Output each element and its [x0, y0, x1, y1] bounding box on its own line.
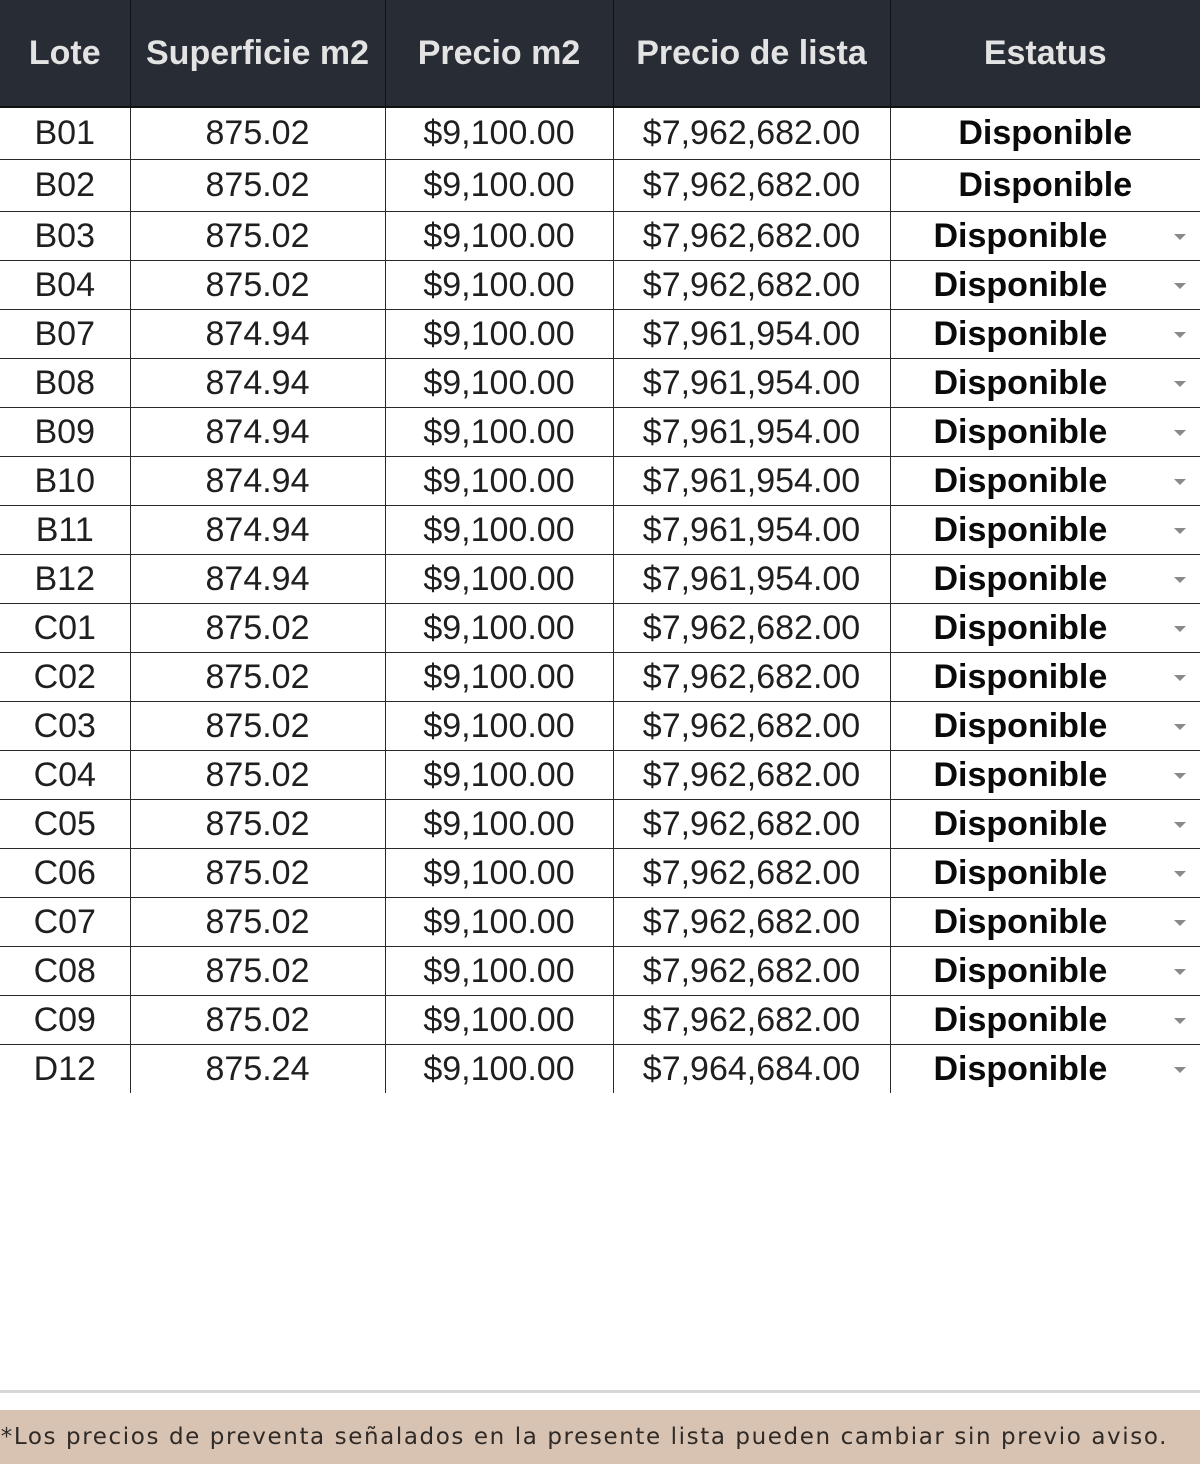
- table-row: [0, 996, 1200, 1045]
- header-precio-lista: Precio de lista: [613, 0, 890, 107]
- cell-lote: B01: [0, 107, 130, 160]
- table-row: [0, 898, 1200, 947]
- disclaimer-footer: *Los precios de preventa señalados en la presente lista pueden cambiar sin previo aviso.: [0, 1410, 1200, 1464]
- header-precio-m2: Precio m2: [385, 0, 613, 107]
- cell-lote: D12: [33, 1049, 96, 1088]
- table-row: [0, 408, 1200, 457]
- cell-lote: C06: [0, 849, 130, 898]
- cell-superficie: 875.02: [130, 800, 385, 849]
- header-lote: Lote: [0, 0, 130, 107]
- status-label: Disponible: [933, 216, 1108, 255]
- cell-estatus[interactable]: [890, 898, 1200, 947]
- cell-superficie: 874.94: [130, 457, 385, 506]
- cell-lote: B08: [0, 359, 130, 408]
- cell-precio-m2: $9,100.00: [385, 702, 613, 751]
- cell-precio-m2: $9,100.00: [385, 898, 613, 947]
- dropdown-caret-icon[interactable]: [1174, 234, 1186, 240]
- cell-lote: C01: [0, 604, 130, 653]
- status-label: Disponible: [933, 559, 1108, 598]
- cell-superficie: 875.02: [130, 996, 385, 1045]
- cell-precio-lista: $7,961,954.00: [613, 359, 890, 408]
- cell-precio-m2: $9,100.00: [385, 849, 613, 898]
- cell-precio-lista: $7,962,682.00: [613, 947, 890, 996]
- table-row: [0, 212, 1200, 261]
- cell-precio-lista: $7,962,682.00: [613, 898, 890, 947]
- dropdown-caret-icon[interactable]: [1174, 430, 1186, 436]
- cell-estatus[interactable]: [890, 408, 1200, 457]
- status-label: Disponible: [933, 314, 1108, 353]
- dropdown-caret-icon[interactable]: [1174, 871, 1186, 877]
- cell-precio-lista: $7,961,954.00: [613, 457, 890, 506]
- cell-precio-m2: $9,100.00: [385, 555, 613, 604]
- table-row: [0, 160, 1200, 212]
- cell-lote: C05: [0, 800, 130, 849]
- cell-precio-lista: $7,962,682.00: [613, 849, 890, 898]
- status-label: Disponible: [933, 804, 1108, 843]
- cell-estatus[interactable]: [890, 261, 1200, 310]
- dropdown-caret-icon[interactable]: [1174, 724, 1186, 730]
- cell-precio-lista: $7,962,682.00: [613, 604, 890, 653]
- table-row: [0, 1045, 1200, 1094]
- cell-estatus[interactable]: [890, 849, 1200, 898]
- cell-precio-m2: $9,100.00: [385, 457, 613, 506]
- cell-precio-lista: $7,962,682.00: [613, 653, 890, 702]
- cell-lote: C04: [0, 751, 130, 800]
- cell-estatus[interactable]: [890, 359, 1200, 408]
- status-label: Disponible: [933, 461, 1108, 500]
- table-row: [0, 751, 1200, 800]
- cell-lote: B02: [0, 160, 130, 212]
- cell-precio-lista: $7,962,682.00: [613, 751, 890, 800]
- cell-precio-lista: $7,961,954.00: [613, 310, 890, 359]
- dropdown-caret-icon[interactable]: [1174, 822, 1186, 828]
- page-divider: [0, 1390, 1200, 1393]
- cell-estatus[interactable]: [890, 1045, 1200, 1094]
- status-label: Disponible: [933, 608, 1108, 647]
- cell-lote: B03: [0, 212, 130, 261]
- table-row: [0, 261, 1200, 310]
- table-row: [0, 604, 1200, 653]
- cell-lote: B07: [0, 310, 130, 359]
- dropdown-caret-icon[interactable]: [1174, 675, 1186, 681]
- dropdown-caret-icon[interactable]: [1174, 283, 1186, 289]
- cell-lote: C08: [0, 947, 130, 996]
- cell-precio-m2: $9,100.00: [385, 160, 613, 212]
- cell-estatus[interactable]: [890, 947, 1200, 996]
- cell-estatus[interactable]: [890, 702, 1200, 751]
- cell-precio-lista: $7,961,954.00: [613, 506, 890, 555]
- table-row: [0, 849, 1200, 898]
- status-label: Disponible: [933, 265, 1108, 304]
- cell-precio-m2: $9,100.00: [385, 996, 613, 1045]
- status-label: Disponible: [933, 706, 1108, 745]
- cell-precio-m2: $9,100.00: [385, 310, 613, 359]
- cell-estatus[interactable]: [890, 604, 1200, 653]
- cell-precio-lista: $7,961,954.00: [613, 408, 890, 457]
- cell-precio-lista: $7,962,682.00: [613, 800, 890, 849]
- cell-lote: B10: [0, 457, 130, 506]
- cell-lote: B04: [0, 261, 130, 310]
- cell-precio-m2: $9,100.00: [385, 408, 613, 457]
- cell-superficie: 875.02: [130, 212, 385, 261]
- cell-precio-lista: $7,962,682.00: [613, 212, 890, 261]
- cell-precio-m2: $9,100.00: [385, 604, 613, 653]
- cell-superficie: 875.02: [130, 653, 385, 702]
- table-row: [0, 702, 1200, 751]
- dropdown-caret-icon[interactable]: [1174, 1067, 1186, 1073]
- table-row: [0, 107, 1200, 160]
- table-body: [0, 107, 1200, 1093]
- cell-superficie: 875.24: [130, 1045, 385, 1094]
- cell-precio-m2: $9,100.00: [385, 261, 613, 310]
- table-row: [0, 359, 1200, 408]
- cell-estatus[interactable]: [890, 800, 1200, 849]
- table-row: [0, 310, 1200, 359]
- dropdown-caret-icon[interactable]: [1174, 1018, 1186, 1024]
- status-label: Disponible: [933, 412, 1108, 451]
- status-label: Disponible: [933, 902, 1108, 941]
- cell-precio-m2: $9,100.00: [385, 359, 613, 408]
- cell-superficie: 874.94: [130, 408, 385, 457]
- cell-superficie: 874.94: [130, 506, 385, 555]
- cell-superficie: 875.02: [130, 261, 385, 310]
- cell-estatus[interactable]: [890, 457, 1200, 506]
- cell-precio-lista: $7,962,682.00: [613, 996, 890, 1045]
- cell-estatus: [890, 160, 1200, 212]
- cell-superficie: 875.02: [130, 702, 385, 751]
- dropdown-caret-icon[interactable]: [1174, 969, 1186, 975]
- cell-precio-lista: $7,962,682.00: [613, 261, 890, 310]
- table-row: [0, 800, 1200, 849]
- dropdown-caret-icon[interactable]: [1174, 381, 1186, 387]
- dropdown-caret-icon[interactable]: [1174, 577, 1186, 583]
- cell-precio-m2: $9,100.00: [385, 947, 613, 996]
- cell-estatus[interactable]: [890, 653, 1200, 702]
- dropdown-caret-icon[interactable]: [1174, 332, 1186, 338]
- cell-superficie: 875.02: [130, 107, 385, 160]
- cell-precio-lista: $7,964,684.00: [613, 1045, 890, 1094]
- cell-estatus[interactable]: [890, 310, 1200, 359]
- cell-precio-m2: $9,100.00: [385, 653, 613, 702]
- cell-estatus[interactable]: [890, 555, 1200, 604]
- cell-estatus[interactable]: [890, 212, 1200, 261]
- cell-precio-lista: $7,961,954.00: [613, 555, 890, 604]
- cell-estatus[interactable]: [890, 996, 1200, 1045]
- cell-precio-m2: $9,100.00: [385, 751, 613, 800]
- dropdown-caret-icon[interactable]: [1174, 626, 1186, 632]
- cell-lote: C02: [0, 653, 130, 702]
- cell-superficie: 874.94: [130, 555, 385, 604]
- cell-lote: C09: [0, 996, 130, 1045]
- dropdown-caret-icon[interactable]: [1174, 920, 1186, 926]
- cell-lote: B11: [0, 506, 130, 555]
- cell-precio-m2: $9,100.00: [385, 800, 613, 849]
- cell-superficie: 874.94: [130, 310, 385, 359]
- table-row: [0, 457, 1200, 506]
- status-label: Disponible: [933, 1049, 1108, 1088]
- status-label: Disponible: [958, 114, 1133, 152]
- cell-precio-m2: $9,100.00: [385, 212, 613, 261]
- header-estatus: Estatus: [890, 0, 1200, 107]
- table-row: [0, 653, 1200, 702]
- cell-precio-m2: $9,100.00: [385, 107, 613, 160]
- cell-superficie: 875.02: [130, 604, 385, 653]
- cell-superficie: 875.02: [130, 849, 385, 898]
- cell-precio-m2: $9,100.00: [385, 1045, 613, 1094]
- cell-estatus: [890, 107, 1200, 160]
- status-label: Disponible: [933, 1000, 1108, 1039]
- table-row: [0, 555, 1200, 604]
- table-row: [0, 506, 1200, 555]
- status-label: Disponible: [933, 363, 1108, 402]
- cell-superficie: 875.02: [130, 751, 385, 800]
- cell-superficie: 875.02: [130, 160, 385, 212]
- status-label: Disponible: [933, 853, 1108, 892]
- dropdown-caret-icon[interactable]: [1174, 528, 1186, 534]
- cell-precio-lista: $7,962,682.00: [613, 702, 890, 751]
- header-superficie: Superficie m2: [130, 0, 385, 107]
- dropdown-caret-icon[interactable]: [1174, 479, 1186, 485]
- status-label: Disponible: [933, 951, 1108, 990]
- table-header-row: [0, 0, 1200, 107]
- cell-precio-lista: $7,962,682.00: [613, 160, 890, 212]
- cell-estatus[interactable]: [890, 506, 1200, 555]
- status-label: Disponible: [958, 166, 1133, 204]
- cell-lote: B09: [0, 408, 130, 457]
- cell-superficie: 874.94: [130, 359, 385, 408]
- cell-lote: C07: [0, 898, 130, 947]
- cell-precio-m2: $9,100.00: [385, 506, 613, 555]
- table-row: [0, 947, 1200, 996]
- cell-lote: B12: [0, 555, 130, 604]
- cell-lote: C03: [0, 702, 130, 751]
- status-label: Disponible: [933, 510, 1108, 549]
- status-label: Disponible: [933, 755, 1108, 794]
- cell-superficie: 875.02: [130, 947, 385, 996]
- cell-estatus[interactable]: [890, 751, 1200, 800]
- status-label: Disponible: [933, 657, 1108, 696]
- dropdown-caret-icon[interactable]: [1174, 773, 1186, 779]
- cell-superficie: 875.02: [130, 898, 385, 947]
- cell-precio-lista: $7,962,682.00: [613, 107, 890, 160]
